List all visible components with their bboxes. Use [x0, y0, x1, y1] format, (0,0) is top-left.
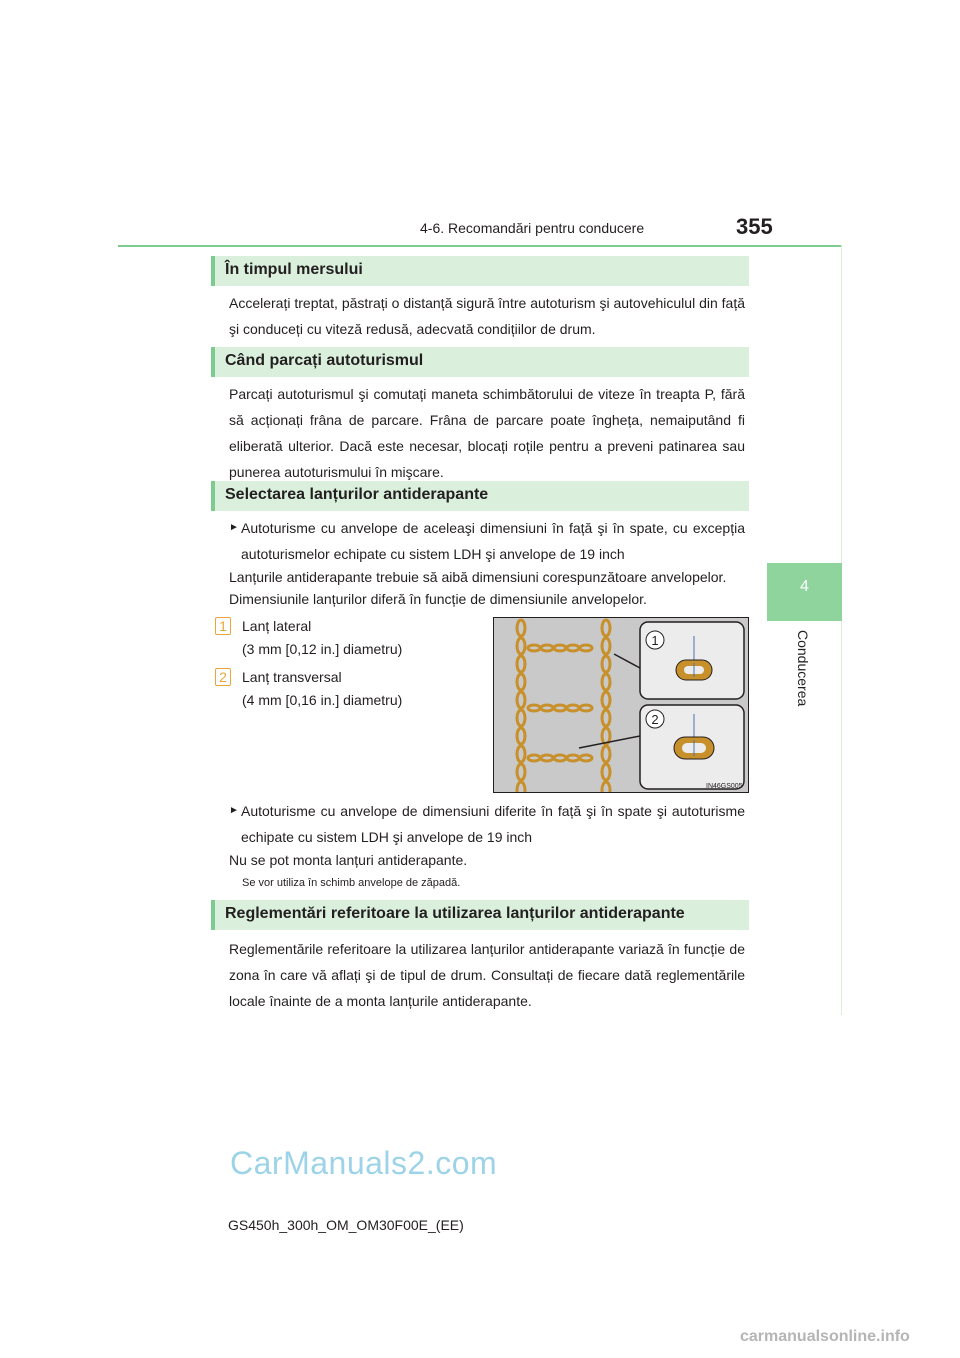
item-cross-chain-detail: (4 mm [0,16 in.] diametru): [242, 692, 403, 708]
figure-callout-2: 2: [651, 712, 659, 727]
bullet-triangle-icon: ►: [229, 522, 239, 533]
running-header-section: 4-6. Recomandări pentru conducere: [420, 220, 645, 236]
section-header-driving: [211, 256, 749, 286]
section-header-chain-selection: [211, 481, 749, 511]
bullet-text: Autoturisme cu anvelope de dimensiuni diferite în față şi în spate şi autoturisme echipate cu sistem LDH şi anvelope de 19 inch: [241, 803, 745, 845]
item-side-chain-title: Lanț lateral: [242, 618, 312, 634]
section-text-regulations: Reglementările referitoare la utilizarea lanțurilor antiderapante variază în funcție de zona în care vă aflați şi de tipul de drum. Consultați de fiecare dată reglementările locale înainte de a monta lanțurile antiderapante.: [229, 941, 745, 1009]
chapter-label: Conducerea: [795, 630, 811, 707]
item-badge-1: 1: [215, 617, 231, 635]
section-title: Selectarea lanțurilor antiderapante: [225, 486, 489, 503]
watermark-bottom: carmanualsonline.info: [740, 1328, 910, 1345]
bullet-triangle-icon: ►: [229, 805, 239, 816]
item-cross-chain-title: Lanț transversal: [242, 669, 342, 685]
section-title: În timpul mersului: [225, 261, 363, 278]
page-number: 355: [736, 214, 773, 239]
chapter-label-wrap: [767, 630, 842, 720]
section-text-driving: Accelerați treptat, păstrați o distanță sigură între autoturism şi autovehiculul din față şi conduceți cu viteză redusă, adecvată condițiilor de drum.: [229, 295, 745, 337]
figure-callout-1: 1: [651, 633, 659, 648]
section-text-parking: Parcați autoturismul şi comutați maneta schimbătorului de viteze în treapta P, fără să acționați frâna de parcare. Frâna de parcare poate îngheța, nemaiputând fi eliberată ulterior. Dacă este necesar, blocați roțile pentru a preveni patinarea sau punerea autoturismului în mişcare.: [229, 386, 745, 480]
bullet-item: [229, 515, 745, 567]
tire-chain-figure: [493, 617, 749, 793]
section-title: Reglementări referitoare la utilizarea lanțurilor antiderapante: [225, 905, 685, 922]
snow-tire-note: Se vor utiliza în schimb anvelope de zăpadă.: [242, 877, 461, 889]
chapter-number: 4: [800, 578, 809, 595]
item-badge-2: 2: [215, 668, 231, 686]
header-rule: [118, 245, 842, 247]
section-header-parking: [211, 347, 749, 377]
chain-illustration: [494, 618, 748, 792]
footer-doc-code: GS450h_300h_OM_OM30F00E_(EE): [228, 1217, 464, 1233]
chain-size-line-2: Dimensiunile lanțurilor diferă în funcție de dimensiunile anvelopelor.: [229, 591, 647, 607]
bullet-text: Autoturisme cu anvelope de aceleaşi dimensiuni în față şi în spate, cu excepția autoturismelor echipate cu sistem LDH şi anvelope de 19 inch: [241, 520, 745, 562]
section-title: Când parcați autoturismul: [225, 352, 424, 369]
no-chains-text: Nu se pot monta lanțuri antiderapante.: [229, 852, 468, 868]
bullet-item: [229, 798, 745, 850]
chain-size-line-1: Lanțurile antiderapante trebuie să aibă dimensiuni corespunzătoare anvelopelor.: [229, 569, 727, 585]
figure-code: IN46GS005: [706, 783, 743, 790]
section-header-regulations: [211, 900, 749, 930]
item-side-chain-detail: (3 mm [0,12 in.] diametru): [242, 641, 403, 657]
watermark-logo: CarManuals2.com: [230, 1145, 498, 1181]
